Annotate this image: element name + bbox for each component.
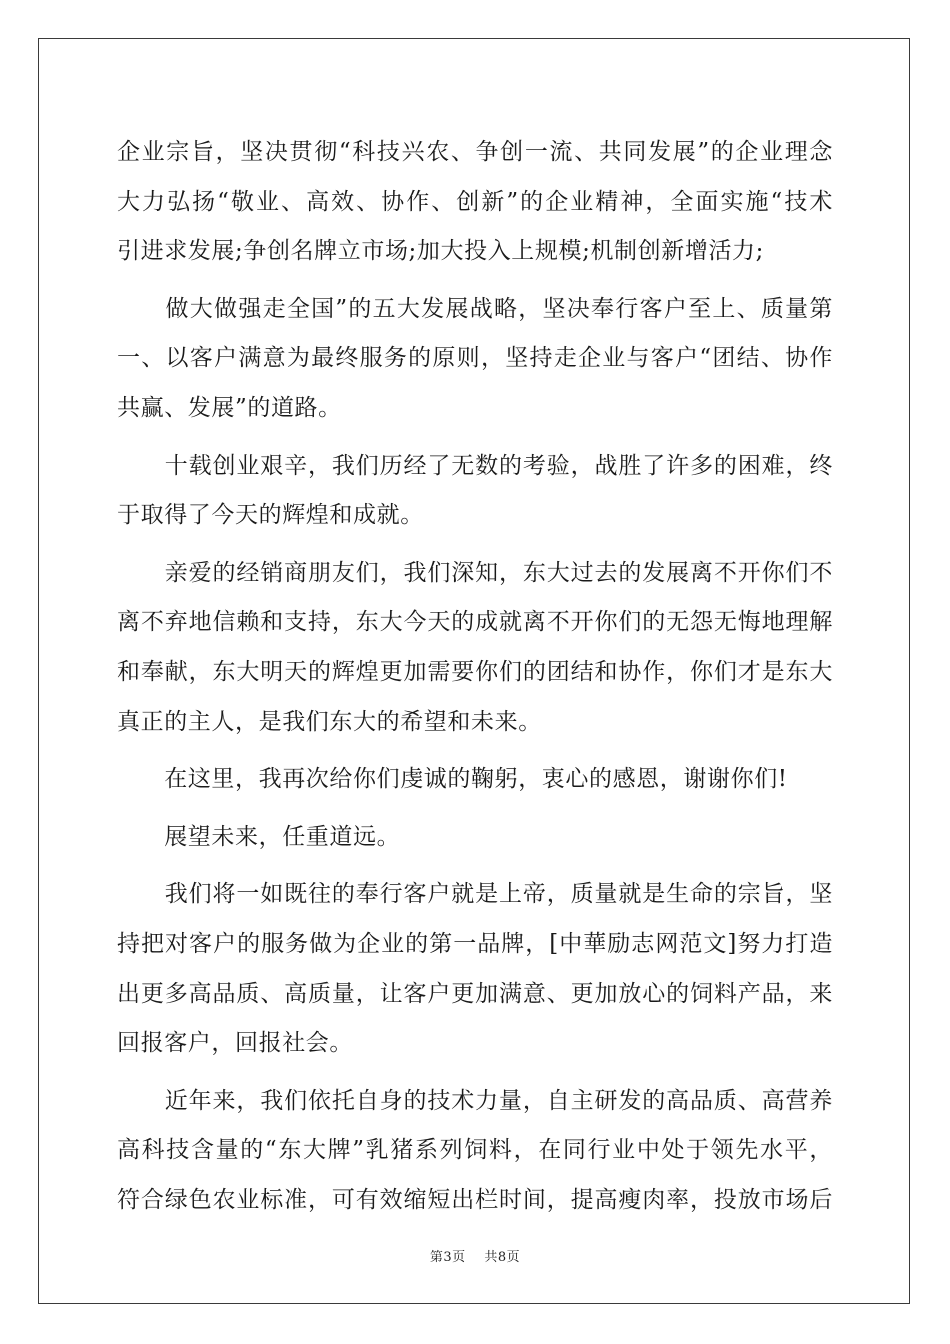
text-line: 大力弘扬“敬业、高效、协作、创新”的企业精神，全面实施“技术 (117, 188, 833, 215)
text-line: 和奉献，东大明天的辉煌更加需要你们的团结和协作，你们才是东大 (117, 658, 833, 685)
text-line: 持把对客户的服务做为企业的第一品牌，[中華励志网范文]努力打造 (117, 930, 833, 957)
paragraph-gap (117, 862, 833, 870)
paragraph-gap (117, 434, 833, 442)
text-line: 离不弃地信赖和支持，东大今天的成就离不开你们的无怨无悔地理解 (117, 609, 833, 636)
text-line: 共赢、发展”的道路。 (117, 394, 342, 421)
paragraph (117, 128, 833, 277)
paragraph-gap (117, 277, 833, 285)
document-body (117, 128, 833, 1225)
paragraph (117, 549, 833, 747)
text-line: 做大做强走全国”的五大发展战略，坚决奉行客户至上、质量第 (117, 295, 833, 322)
text-line: 在这里，我再次给你们虔诚的鞠躬，衷心的感恩，谢谢你们! (117, 766, 788, 793)
paragraph-gap (117, 805, 833, 813)
paragraph (117, 870, 833, 1068)
page-footer (0, 1246, 950, 1265)
text-line: 企业宗旨，坚决贯彻“科技兴农、争创一流、共同发展”的企业理念 (117, 139, 833, 165)
paragraph (117, 442, 833, 541)
text-line: 展望未来，任重道远。 (117, 823, 401, 850)
text-line: 近年来，我们依托自身的技术力量，自主研发的高品质、高营养 (117, 1087, 833, 1114)
text-line: 于取得了今天的辉煌和成就。 (117, 502, 424, 529)
paragraph (117, 813, 833, 863)
page-number-current: 第3页 (429, 1250, 466, 1265)
paragraph-gap (117, 1069, 833, 1077)
text-line: 出更多高品质、高质量，让客户更加满意、更加放心的饲料产品，来 (117, 980, 833, 1007)
paragraph (117, 1077, 833, 1226)
paragraph (117, 755, 833, 805)
text-line: 回报客户，回报社会。 (117, 1030, 353, 1057)
paragraph-gap (117, 541, 833, 549)
text-line: 亲爱的经销商朋友们，我们深知，东大过去的发展离不开你们不 (117, 559, 833, 586)
text-line: 引进求发展;争创名牌立市场;加大投入上规模;机制创新增活力; (117, 238, 764, 265)
page-number-total: 共8页 (484, 1250, 521, 1265)
text-line: 符合绿色农业标准，可有效缩短出栏时间，提高瘦肉率，投放市场后 (117, 1186, 833, 1213)
text-line: 高科技含量的“东大牌”乳猪系列饲料，在同行业中处于领先水平， (117, 1137, 833, 1164)
paragraph (117, 285, 833, 434)
text-line: 一、以客户满意为最终服务的原则，坚持走企业与客户“团结、协作 (117, 345, 833, 372)
text-line: 真正的主人，是我们东大的希望和未来。 (117, 708, 542, 735)
paragraph-gap (117, 747, 833, 755)
text-line: 我们将一如既往的奉行客户就是上帝，质量就是生命的宗旨，坚 (117, 881, 833, 908)
text-line: 十载创业艰辛，我们历经了无数的考验，战胜了许多的困难，终 (117, 452, 833, 479)
